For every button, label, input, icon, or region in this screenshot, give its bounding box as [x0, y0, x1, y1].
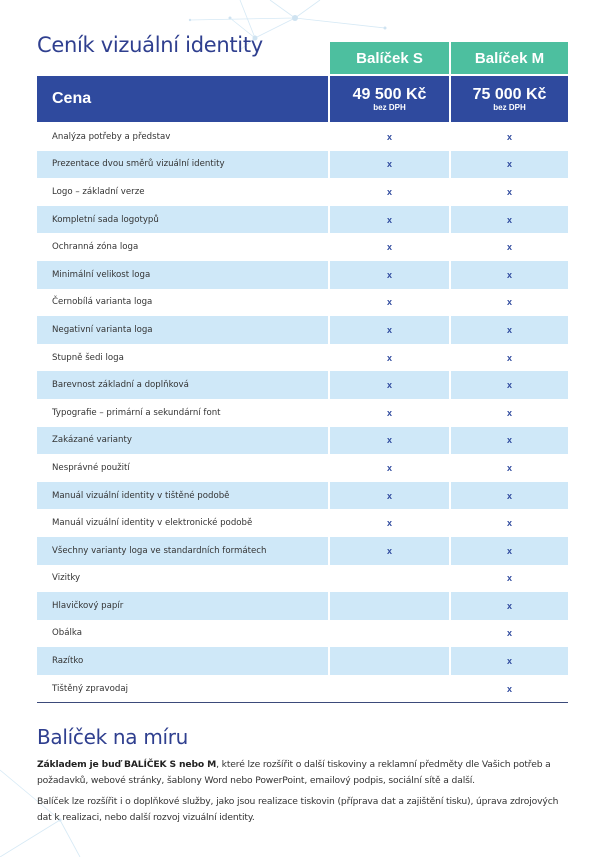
included-mark-icon: x: [506, 600, 512, 611]
included-mark-icon: x: [386, 324, 392, 335]
table-row: [37, 261, 568, 289]
table-row: [37, 427, 568, 455]
feature-cell-s: [330, 123, 449, 151]
feature-cell-m: [451, 427, 568, 455]
included-mark-icon: x: [386, 380, 392, 391]
feature-label: Manuál vizuální identity v elektronické podobě: [52, 518, 253, 529]
included-mark-icon: x: [506, 186, 512, 197]
table-row: [37, 482, 568, 510]
feature-label: Barevnost základní a doplňková: [37, 371, 328, 399]
feature-label: Černobílá varianta loga: [52, 297, 153, 308]
included-mark-icon: x: [386, 214, 392, 225]
feature-cell-m: [451, 509, 568, 537]
included-mark-icon: x: [506, 380, 512, 391]
included-mark-icon: x: [506, 656, 512, 667]
price-cell-m: [451, 76, 568, 122]
included-mark-icon: x: [506, 628, 512, 639]
price-value-m: 75 000 Kč: [472, 85, 547, 103]
feature-label: Prezentace dvou směrů vizuální identity: [37, 151, 328, 179]
included-mark-icon: x: [506, 131, 512, 142]
included-mark-icon: x: [506, 324, 512, 335]
feature-cell-s: [330, 151, 449, 179]
feature-cell-m: [451, 206, 568, 234]
feature-label: Vizitky: [52, 573, 81, 584]
page-title: Ceník vizuální identity: [37, 33, 263, 57]
feature-label: Logo – základní verze: [52, 186, 145, 197]
included-mark-icon: x: [386, 242, 392, 253]
table-row: [37, 620, 568, 648]
feature-cell-m: [451, 454, 568, 482]
feature-cell-s: [330, 454, 449, 482]
included-mark-icon: x: [386, 407, 392, 418]
included-mark-icon: x: [506, 352, 512, 363]
table-row: [37, 371, 568, 399]
feature-cell-m: [451, 620, 568, 648]
price-row: [37, 76, 568, 122]
feature-cell-s: [330, 592, 449, 620]
feature-label: Manuál vizuální identity v tištěné podobě: [37, 482, 328, 510]
feature-cell-s: [330, 206, 449, 234]
included-mark-icon: x: [506, 159, 512, 170]
feature-cell-s: [330, 509, 449, 537]
feature-cell-s: [330, 261, 449, 289]
feature-cell-s: [330, 537, 449, 565]
included-mark-icon: x: [386, 462, 392, 473]
included-mark-icon: x: [386, 186, 392, 197]
feature-cell-s: [330, 482, 449, 510]
feature-cell-m: [451, 233, 568, 261]
included-mark-icon: x: [386, 545, 392, 556]
feature-cell-s: [330, 289, 449, 317]
included-mark-icon: x: [506, 518, 512, 529]
included-mark-icon: x: [506, 407, 512, 418]
feature-cell-s: [330, 647, 449, 675]
feature-cell-m: [451, 344, 568, 372]
feature-cell-m: [451, 399, 568, 427]
feature-cell-s: [330, 427, 449, 455]
feature-label: Stupně šedi loga: [52, 352, 124, 363]
price-value-s: 49 500 Kč: [352, 85, 427, 103]
included-mark-icon: x: [386, 297, 392, 308]
custom-package-p1-text: , které lze rozšířit o další tiskoviny a reklamní předměty dle Vašich potřeb a požadavků, webové stránky, šablony Word nebo PowerPoint, emailový podpis, sociální sítě a další.: [37, 759, 551, 786]
table-row: [37, 537, 568, 565]
table-row: [37, 233, 568, 261]
feature-cell-m: [451, 289, 568, 317]
included-mark-icon: x: [506, 242, 512, 253]
table-row: [37, 289, 568, 317]
feature-label: Všechny varianty loga ve standardních formátech: [37, 537, 328, 565]
included-mark-icon: x: [386, 490, 392, 501]
included-mark-icon: x: [506, 545, 512, 556]
feature-label: Nesprávné použití: [52, 462, 130, 473]
feature-cell-s: [330, 344, 449, 372]
feature-label: Zakázané varianty: [37, 427, 328, 455]
table-row: [37, 454, 568, 482]
feature-rows: [37, 123, 568, 703]
table-row: [37, 647, 568, 675]
price-label: Cena: [37, 76, 328, 122]
feature-label: Typografie – primární a sekundární font: [52, 407, 221, 418]
price-cell-s: [330, 76, 449, 122]
feature-label: Obálka: [52, 628, 82, 639]
custom-package-title: Balíček na míru: [37, 725, 189, 749]
table-row: [37, 399, 568, 427]
table-row: [37, 565, 568, 593]
table-row: [37, 123, 568, 151]
feature-cell-m: [451, 123, 568, 151]
included-mark-icon: x: [386, 435, 392, 446]
table-row: [37, 206, 568, 234]
feature-label: Ochranná zóna loga: [52, 242, 139, 253]
feature-label: Razítko: [37, 647, 328, 675]
price-note-s: bez DPH: [373, 102, 406, 112]
feature-cell-s: [330, 675, 449, 703]
included-mark-icon: x: [506, 297, 512, 308]
feature-label: Negativní varianta loga: [37, 316, 328, 344]
feature-label: Tištěný zpravodaj: [52, 683, 128, 694]
custom-package-paragraph-2: Balíček lze rozšířit i o doplňkové služby, jako jsou realizace tiskovin (příprava dat a zajištění tisku), úprava zdrojových dat k realizaci, nebo další rozvoj vizuální identity.: [37, 796, 559, 823]
table-row: [37, 151, 568, 179]
package-m-header: Balíček M: [451, 42, 568, 74]
feature-cell-m: [451, 178, 568, 206]
table-row: [37, 316, 568, 344]
feature-cell-s: [330, 233, 449, 261]
feature-cell-m: [451, 151, 568, 179]
feature-cell-m: [451, 537, 568, 565]
feature-cell-s: [330, 178, 449, 206]
price-note-m: bez DPH: [493, 102, 526, 112]
table-row: [37, 344, 568, 372]
table-row: [37, 675, 568, 703]
custom-package-paragraph-1: [37, 757, 567, 788]
feature-cell-s: [330, 399, 449, 427]
included-mark-icon: x: [506, 490, 512, 501]
feature-cell-s: [330, 371, 449, 399]
feature-label: Minimální velikost loga: [37, 261, 328, 289]
table-row: [37, 178, 568, 206]
table-row: [37, 509, 568, 537]
included-mark-icon: x: [506, 214, 512, 225]
included-mark-icon: x: [386, 159, 392, 170]
feature-cell-m: [451, 371, 568, 399]
included-mark-icon: x: [506, 269, 512, 280]
included-mark-icon: x: [506, 462, 512, 473]
included-mark-icon: x: [386, 269, 392, 280]
table-row: [37, 592, 568, 620]
feature-cell-m: [451, 261, 568, 289]
feature-cell-m: [451, 647, 568, 675]
included-mark-icon: x: [386, 352, 392, 363]
feature-cell-s: [330, 620, 449, 648]
included-mark-icon: x: [506, 573, 512, 584]
included-mark-icon: x: [386, 518, 392, 529]
feature-cell-s: [330, 316, 449, 344]
feature-label: Analýza potřeby a představ: [52, 131, 171, 142]
feature-cell-s: [330, 565, 449, 593]
included-mark-icon: x: [506, 683, 512, 694]
custom-package-bold-lead: Základem je buď BALÍČEK S nebo M: [37, 759, 217, 770]
feature-label: Kompletní sada logotypů: [37, 206, 328, 234]
included-mark-icon: x: [506, 435, 512, 446]
package-s-header: Balíček S: [330, 42, 449, 74]
feature-cell-m: [451, 482, 568, 510]
feature-cell-m: [451, 675, 568, 703]
feature-label: Hlavičkový papír: [37, 592, 328, 620]
feature-cell-m: [451, 316, 568, 344]
feature-cell-m: [451, 592, 568, 620]
feature-cell-m: [451, 565, 568, 593]
included-mark-icon: x: [386, 131, 392, 142]
